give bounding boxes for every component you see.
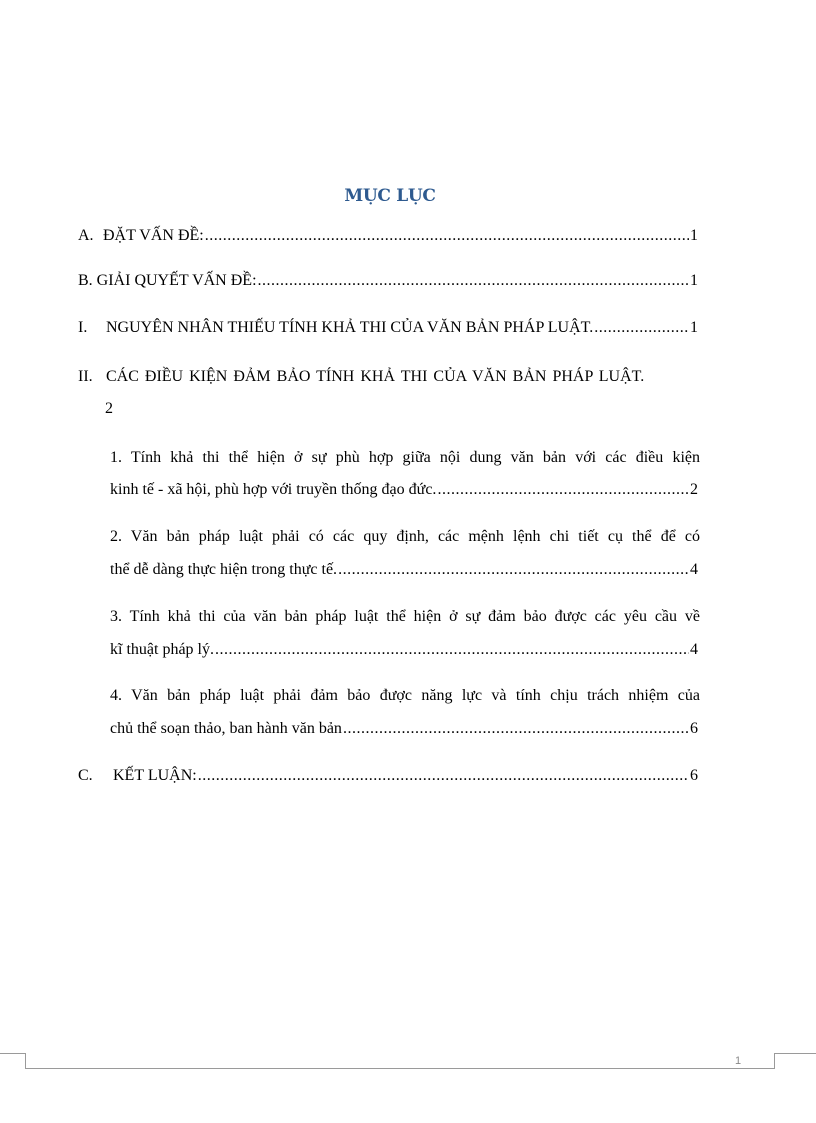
toc-entry-2-page: 4 — [690, 561, 698, 578]
dot-leader — [258, 271, 689, 291]
toc-entry-3-line1[interactable]: 3. Tính khả thi của văn bản pháp luật thể hiện ở sự đảm bảo được các yêu cầu về — [110, 608, 700, 625]
dot-leader — [594, 318, 689, 338]
toc-entry-ii-page: 2 — [105, 400, 113, 417]
toc-entry-4-line1[interactable]: 4. Văn bản pháp luật phải đảm bảo được năng lực và tính chịu trách nhiệm của — [110, 687, 700, 704]
toc-entry-1-line1[interactable]: 1. Tính khả thi thể hiện ở sự phù hợp giữa nội dung văn bản với các điều kiện — [110, 449, 700, 466]
toc-entry-i-page: 1 — [690, 319, 698, 336]
dot-leader — [437, 480, 689, 500]
footer-rule — [25, 1068, 775, 1069]
toc-entry-a-label: A. — [78, 227, 94, 244]
toc-entry-3[interactable] — [110, 640, 698, 660]
toc-entry-b[interactable] — [78, 271, 698, 291]
toc-entry-1[interactable] — [110, 480, 698, 500]
toc-entry-i[interactable] — [78, 318, 698, 338]
toc-entry-4-page: 6 — [690, 720, 698, 737]
toc-entry-a-text: ĐẶT VẤN ĐỀ: — [103, 227, 204, 244]
toc-entry-2-line1[interactable]: 2. Văn bản pháp luật phải có các quy định, các mệnh lệnh chi tiết cụ thể để có — [110, 528, 700, 545]
dot-leader — [198, 766, 689, 786]
toc-entry-a-page: 1 — [690, 227, 698, 244]
toc-entry-3-line2: kĩ thuật pháp lý. — [110, 641, 214, 658]
page-number: 1 — [735, 1055, 742, 1067]
toc-entry-a[interactable] — [78, 226, 698, 246]
toc-entry-2-line2: thể dễ dàng thực hiện trong thực tế. — [110, 561, 338, 578]
toc-entry-2[interactable] — [110, 560, 698, 580]
toc-entry-c-text: KẾT LUẬN: — [113, 767, 197, 784]
footer-rule-left — [0, 1053, 25, 1054]
toc-entry-i-label: I. — [78, 319, 88, 336]
toc-entry-4[interactable] — [110, 719, 698, 739]
footer-rule-right-corner — [774, 1053, 775, 1068]
dot-leader — [343, 719, 689, 739]
toc-entry-3-page: 4 — [690, 641, 698, 658]
toc-entry-i-text: NGUYÊN NHÂN THIẾU TÍNH KHẢ THI CỦA VĂN BẢN PHÁP LUẬT. — [106, 319, 594, 336]
toc-entry-4-line2: chủ thể soạn thảo, ban hành văn bản — [110, 720, 342, 737]
dot-leader — [215, 640, 689, 660]
toc-entry-c-label: C. — [78, 767, 93, 784]
toc-entry-c-page: 6 — [690, 767, 698, 784]
toc-entry-ii[interactable] — [78, 367, 700, 387]
toc-entry-1-line2: kinh tế - xã hội, phù hợp với truyền thống đạo đức. — [110, 481, 437, 498]
footer-rule-right — [774, 1053, 816, 1054]
toc-entry-1-page: 2 — [690, 481, 698, 498]
toc-entry-c[interactable] — [78, 766, 698, 786]
toc-title: MỤC LỤC — [344, 186, 436, 206]
toc-entry-b-text: B. GIẢI QUYẾT VẤN ĐỀ: — [78, 272, 257, 289]
footer-rule-left-corner — [25, 1053, 26, 1068]
toc-entry-ii-text: CÁC ĐIỀU KIỆN ĐẢM BẢO TÍNH KHẢ THI CỦA VĂN BẢN PHÁP LUẬT. — [106, 368, 645, 385]
toc-entry-ii-label: II. — [78, 368, 93, 385]
dot-leader — [338, 560, 689, 580]
toc-entry-ii-page-line[interactable] — [105, 399, 145, 419]
dot-leader — [205, 226, 689, 246]
toc-entry-b-page: 1 — [690, 272, 698, 289]
